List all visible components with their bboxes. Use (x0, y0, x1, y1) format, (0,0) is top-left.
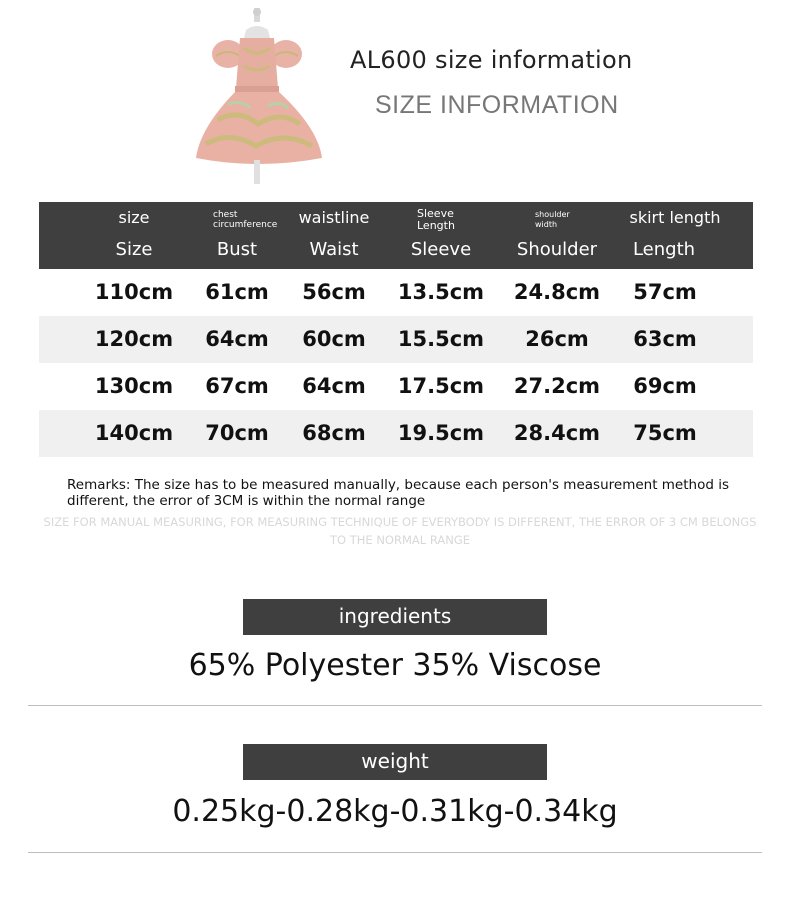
table-row: 120cm 64cm 60cm 15.5cm 26cm 63cm (39, 316, 753, 363)
header-length: skirt length Length (629, 208, 721, 260)
dress-product-image (188, 8, 328, 188)
divider (28, 705, 762, 706)
page-subtitle: SIZE INFORMATION (375, 91, 619, 119)
page-title: AL600 size information (350, 46, 633, 74)
size-table (39, 202, 753, 457)
weight-label: weight (243, 744, 547, 780)
remarks-text: Remarks: The size has to be measured manually, because each person's measurement method is different, the error of 3CM is within the normal range (67, 477, 729, 509)
header-shoulder: shoulder width Shoulder (516, 210, 598, 260)
header-size: size Size (115, 208, 153, 260)
ingredients-label: ingredients (243, 599, 547, 635)
ingredients-value: 65% Polyester 35% Viscose (188, 648, 602, 683)
divider (28, 852, 762, 853)
product-header (0, 0, 790, 200)
table-row: 140cm 70cm 68cm 19.5cm 28.4cm 75cm (39, 410, 753, 457)
header-sleeve: Sleeve Length Sleeve (410, 207, 472, 260)
weight-value: 0.25kg-0.28kg-0.31kg-0.34kg (172, 794, 618, 829)
header-bust: chest circumference Bust (213, 210, 278, 260)
remarks-faint-text: SIZE FOR MANUAL MEASURING, FOR MEASURING TECHNIQUE OF EVERYBODY IS DIFFERENT, THE ERROR OF 3 CM BELONGS TO THE NORMAL RANGE (43, 515, 757, 547)
table-row: 130cm 67cm 64cm 17.5cm 27.2cm 69cm (94, 374, 697, 398)
header-waist: waistline Waist (298, 208, 370, 260)
table-header (39, 202, 753, 269)
table-row: 110cm 61cm 56cm 13.5cm 24.8cm 57cm (94, 280, 697, 304)
